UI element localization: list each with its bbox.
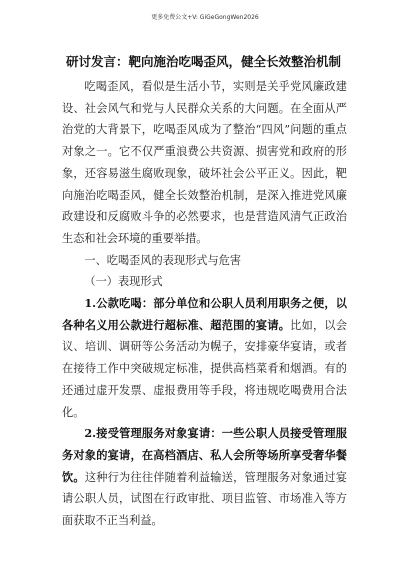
item-2-lead: 2.接受管理服务对象宴请：一些公职人员接受管理服务对象的宴请，在高档酒店、私人会所等场所享受奢华餐饮。 [62,426,347,484]
document-body [62,76,347,532]
document-title: 研讨发言：靶向施治吃喝歪风，健全长效整治机制 [66,54,342,69]
subsection-heading: （一）表现形式 [84,275,163,289]
item-1-text: 比如，以会议、培训、调研等公务活动为幌子，安排豪华宴请，或者在接待工作中突破规定标准，提供高档菜肴和烟酒。有的还通过虚开发票、虚报费用等手段，将违规吃喝费用合法化。 [62,318,347,419]
intro-paragraph: 吃喝歪风，看似是生活小节，实则是关乎党风廉政建设、社会风气和党与人民群众关系的大问题。在全面从严治党的大背景下，吃喝歪风成为了整治“四风”问题的重点对象之一。它不仅严重浪费公共资源、损害党和政府的形象，还容易滋生腐败现象，破坏社会公平正义。因此，靶向施治吃喝歪风，健全长效整治机制，是深入推进党风廉政建设和反腐败斗争的必然要求，也是营造风清气正政治生态和社会环境的重要举措。 [62,80,347,245]
item-2-text: 这种行为往往伴随着利益输送，管理服务对象通过宴请公职人员，试图在行政审批、项目监管、市场准入等方面获取不正当利益。 [62,470,347,528]
item-paragraph-1 [62,293,347,423]
section-heading: 一、吃喝歪风的表现形式与危害 [84,253,242,267]
item-paragraph-2 [62,423,347,532]
page-header: 更多免费公文+V: GiGeGongWen2026 [151,14,259,21]
item-1-lead: 1.公款吃喝：部分单位和公职人员利用职务之便，以各种名义用公款进行超标准、超范围的宴请。 [62,296,347,332]
